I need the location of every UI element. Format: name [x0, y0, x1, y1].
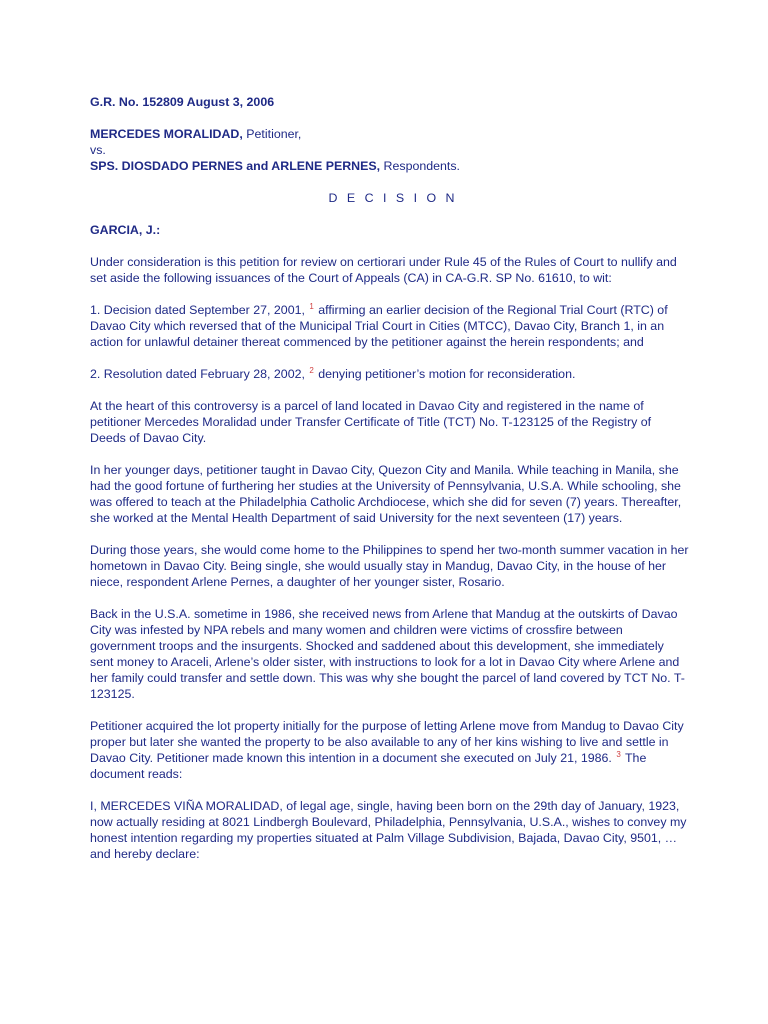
case-number: G.R. No. 152809 August 3, 2006	[90, 95, 275, 109]
issuance-item-2-rest: denying petitioner’s motion for reconsideration.	[314, 367, 576, 381]
versus-label: vs.	[90, 143, 106, 157]
ponente: GARCIA, J.:	[90, 223, 161, 237]
respondent-line	[90, 158, 690, 174]
petitioner-name: MERCEDES MORALIDAD,	[90, 127, 243, 141]
paragraph-declaration: I, MERCEDES VIÑA MORALIDAD, of legal age, single, having been born on the 29th day of January, 1923, now actually residing at 8021 Lindbergh Boulevard, Philadelphia, Pennsylvania, U.S.A., wishes to convey my honest intention regarding my properties situated at Palm Village Subdivision, Bajada, Davao City, 9501, … and hereby declare:	[90, 799, 687, 861]
paragraph-those-years: During those years, she would come home to the Philippines to spend her two-month summer vacation in her hometown in Davao City. Being single, she would usually stay in Mandug, Davao City, in the house of her niece, respondent Arlene Pernes, a daughter of her younger sister, Rosario.	[90, 543, 689, 589]
paragraph-younger-days: In her younger days, petitioner taught in Davao City, Quezon City and Manila. While teaching in Manila, she had the good fortune of furthering her studies at the University of Pennsylvania, U.S.A. While schooling, she was offered to teach at the Philadelphia Catholic Archdiocese, which she did for seven (7) years. Thereafter, she worked at the Mental Health Department of said University for the next seventeen (17) years.	[90, 463, 682, 525]
footnote-link-1[interactable]: 1	[309, 301, 314, 311]
paragraph-heart: At the heart of this controversy is a parcel of land located in Davao City and registered in the name of petitioner Mercedes Moralidad under Transfer Certificate of Title (TCT) No. T-123125 of the Registry of Deeds of Davao City.	[90, 399, 652, 445]
petitioner-role: Petitioner,	[242, 127, 302, 141]
decision-document	[90, 94, 690, 878]
paragraph-back-in-usa: Back in the U.S.A. sometime in 1986, she received news from Arlene that Mandug at the outskirts of Davao City was infested by NPA rebels and many women and children were victims of crossfire between government troops and the insurgents. Shocked and saddened about this development, she immediately sent money to Araceli, Arlene’s older sister, with instructions to look for a lot in Davao City where Arlene and her family could transfer and settle down. This was why she bought the parcel of land covered by TCT No. T-123125.	[90, 607, 685, 701]
paragraph-acquired-rest: The document reads:	[90, 751, 647, 781]
decision-heading: D E C I S I O N	[328, 191, 458, 205]
issuance-item-2-text: 2. Resolution dated February 28, 2002,	[90, 367, 309, 381]
footnote-link-3[interactable]: 3	[616, 749, 621, 759]
issuance-item-1	[90, 302, 690, 350]
respondent-name: SPS. DIOSDADO PERNES and ARLENE PERNES,	[90, 159, 381, 173]
issuance-item-1-rest: affirming an earlier decision of the Regional Trial Court (RTC) of Davao City which reversed that of the Municipal Trial Court in Cities (MTCC), Davao City, Branch 1, in an action for unlawful detainer thereat commenced by the petitioner against the herein respondents; and	[90, 303, 668, 349]
case-parties	[90, 126, 690, 174]
paragraph-acquired-lot	[90, 718, 690, 782]
footnote-link-2[interactable]: 2	[309, 365, 314, 375]
issuance-item-2	[90, 366, 690, 382]
respondent-role: Respondents.	[380, 159, 460, 173]
petitioner-line	[90, 126, 690, 142]
issuance-item-1-text: 1. Decision dated September 27, 2001,	[90, 303, 309, 317]
paragraph-acquired-text: Petitioner acquired the lot property initially for the purpose of letting Arlene move from Mandug to Davao City proper but later she wanted the property to be also available to any of her kins wishing to live and settle in Davao City. Petitioner made known this intention in a document she executed on July 21, 1986.	[90, 719, 684, 765]
intro-paragraph: Under consideration is this petition for review on certiorari under Rule 45 of the Rules of Court to nullify and set aside the following issuances of the Court of Appeals (CA) in CA-G.R. SP No. 61610, to wit:	[90, 255, 677, 285]
